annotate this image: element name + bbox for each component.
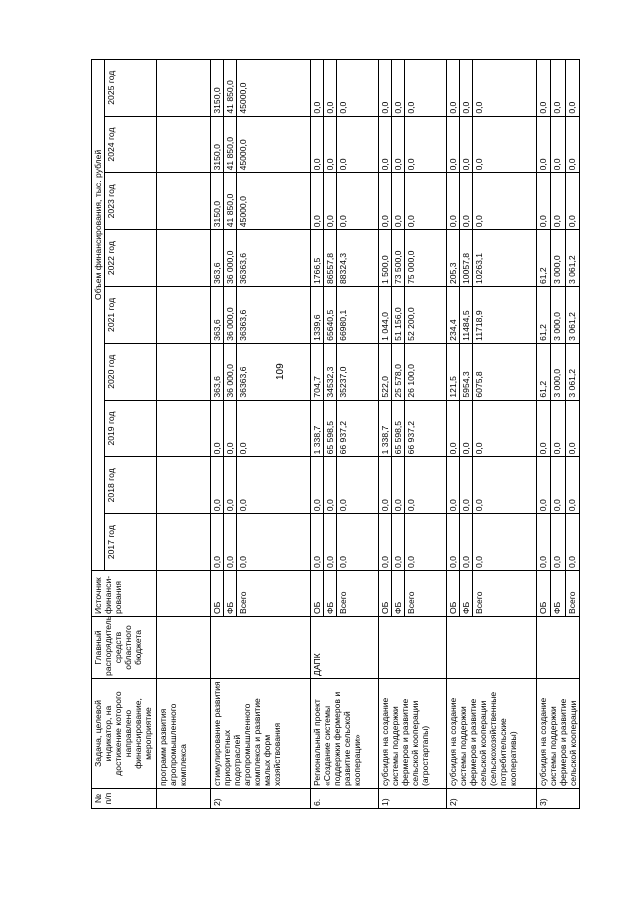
cell-value: 36 000,0 [224, 230, 237, 287]
row-source: Всего [565, 571, 579, 617]
row-no: 6. [311, 789, 379, 809]
cell-value: 0,0 [537, 457, 551, 514]
cell-value: 0,0 [473, 400, 537, 457]
cell-value: 73 500,0 [392, 230, 405, 287]
cell-value: 0,0 [551, 400, 565, 457]
row-source: Всего [473, 571, 537, 617]
row-manager: ДАПК [311, 617, 379, 679]
cell-value: 0,0 [447, 116, 460, 173]
cell-value: 41 850,0 [224, 59, 237, 116]
cell-value: 0,0 [551, 514, 565, 571]
cell-value: 0,0 [392, 173, 405, 230]
cell-value: 5954,3 [460, 343, 473, 400]
cell-value: 0,0 [237, 514, 311, 571]
header-no: № п/п [92, 789, 157, 809]
cell-value: 88324,3 [337, 230, 379, 287]
row-manager [379, 617, 447, 679]
row-task: Региональный проект «Создание системы поддержки фермеров и развитие сельской кооперации» [311, 679, 379, 789]
row-source: ФБ [324, 571, 337, 617]
cell-value: 45000,0 [237, 173, 311, 230]
cell-value: 3 000,0 [551, 343, 565, 400]
cell-value: 0,0 [211, 514, 224, 571]
header-year: 2022 год [105, 230, 157, 287]
cell-value: 1 338,7 [379, 400, 392, 457]
cell-value: 704,7 [311, 343, 324, 400]
cell-value: 36 000,0 [224, 287, 237, 344]
cell-value: 41 850,0 [224, 116, 237, 173]
cell-value: 0,0 [405, 116, 447, 173]
header-year: 2018 год [105, 457, 157, 514]
cell-value: 45000,0 [237, 59, 311, 116]
cell-value: 0,0 [379, 59, 392, 116]
table-row [379, 59, 392, 808]
row-no: 3) [537, 789, 580, 809]
cell-value: 0,0 [324, 173, 337, 230]
cell-value: 0,0 [379, 173, 392, 230]
cell-value: 3150,0 [211, 116, 224, 173]
cell-value: 0,0 [447, 457, 460, 514]
cell-value: 0,0 [565, 59, 579, 116]
row-source: Всего [405, 571, 447, 617]
cell-value: 0,0 [405, 173, 447, 230]
cell-value: 0,0 [337, 116, 379, 173]
header-year: 2021 год [105, 287, 157, 344]
cell-value: 0,0 [460, 400, 473, 457]
header-source: Источник финанси-рования [92, 571, 157, 617]
cell-value: 0,0 [379, 457, 392, 514]
cell-value: 1339,6 [311, 287, 324, 344]
header-year: 2023 год [105, 173, 157, 230]
cell-value: 0,0 [324, 59, 337, 116]
cell-value: 0,0 [311, 116, 324, 173]
cell-value: 36363,6 [237, 287, 311, 344]
row-task: субсидия на создание системы поддержки фермеров и развитие сельской кооперации (агростартапы) [379, 679, 447, 789]
cell-value: 0,0 [237, 457, 311, 514]
row-source: Всего [237, 571, 311, 617]
header-year: 2024 год [105, 116, 157, 173]
cell-value: 0,0 [224, 457, 237, 514]
cell-value: 0,0 [565, 400, 579, 457]
cell-value: 522,0 [379, 343, 392, 400]
cell-value: 0,0 [379, 116, 392, 173]
row-source: ФБ [392, 571, 405, 617]
row-source: ФБ [551, 571, 565, 617]
cell-value: 363,6 [211, 287, 224, 344]
cell-value: 0,0 [460, 173, 473, 230]
cell-value: 1 338,7 [311, 400, 324, 457]
cell-value: 0,0 [224, 514, 237, 571]
cell-value: 10057,8 [460, 230, 473, 287]
cell-value: 0,0 [324, 116, 337, 173]
cell-value: 75 000,0 [405, 230, 447, 287]
cell-value: 3 061,2 [565, 343, 579, 400]
cell-value: 0,0 [324, 457, 337, 514]
cell-value: 61,2 [537, 287, 551, 344]
cell-value: 0,0 [537, 59, 551, 116]
cell-value: 0,0 [379, 514, 392, 571]
row-manager [447, 617, 537, 679]
row-source: ОБ [311, 571, 324, 617]
cell-value: 0,0 [392, 457, 405, 514]
cell-value: 52 200,0 [405, 287, 447, 344]
row-source: ОБ [211, 571, 224, 617]
row-source: Всего [337, 571, 379, 617]
table-row [537, 59, 551, 808]
cell-value: 0,0 [551, 173, 565, 230]
cell-value: 10263,1 [473, 230, 537, 287]
table-row [447, 59, 460, 808]
page-number: 109 [275, 363, 286, 380]
table-row [311, 59, 324, 808]
cell-value: 65640,5 [324, 287, 337, 344]
cell-value: 3 061,2 [565, 230, 579, 287]
cell-value: 0,0 [565, 457, 579, 514]
cell-value: 0,0 [447, 59, 460, 116]
cell-value: 205,3 [447, 230, 460, 287]
cell-value: 36 000,0 [224, 343, 237, 400]
cell-value: 0,0 [311, 59, 324, 116]
cell-value: 0,0 [224, 400, 237, 457]
cell-value: 0,0 [565, 173, 579, 230]
row-task: стимулирование развития приоритетных подотраслей агропромышленного комплекса и развитие малых форм хозяйствования [211, 679, 311, 789]
cell-value: 1 044,0 [379, 287, 392, 344]
cell-value: 0,0 [473, 173, 537, 230]
cell-value: 3150,0 [211, 173, 224, 230]
header-volume: Объем финансирования, тыс. рублей [92, 59, 105, 570]
cell-value: 363,6 [211, 230, 224, 287]
cell-value: 234,4 [447, 287, 460, 344]
cell-value: 3 000,0 [551, 287, 565, 344]
row-no: 1) [379, 789, 447, 809]
cell-value: 0,0 [405, 457, 447, 514]
cell-value: 121,5 [447, 343, 460, 400]
cell-value: 0,0 [237, 400, 311, 457]
row-manager [211, 617, 311, 679]
row-no: 2) [447, 789, 537, 809]
row-task: субсидия на создание системы поддержки фермеров и развитие сельской кооперации (сельскохозяйственные потребительские кооперативы) [447, 679, 537, 789]
cell-value: 0,0 [460, 116, 473, 173]
financing-table [91, 59, 580, 809]
cell-value: 0,0 [211, 400, 224, 457]
rotated-table-container [91, 59, 591, 809]
row-task: программ развития агропромышленного комплекса [157, 679, 211, 789]
header-task: Задача, целевой индикатор, на достижение которого направлено финансирование, мероприятие [92, 679, 157, 789]
row-manager [537, 617, 580, 679]
cell-value: 0,0 [311, 173, 324, 230]
cell-value: 11484,5 [460, 287, 473, 344]
row-no: 2) [211, 789, 311, 809]
cell-value: 26 100,0 [405, 343, 447, 400]
cell-value: 51 156,0 [392, 287, 405, 344]
row-source: ОБ [537, 571, 551, 617]
cell-value: 61,2 [537, 343, 551, 400]
header-year: 2025 год [105, 59, 157, 116]
cell-value: 3 000,0 [551, 230, 565, 287]
cell-value: 363,6 [211, 343, 224, 400]
cell-value: 0,0 [565, 116, 579, 173]
cell-value: 0,0 [473, 59, 537, 116]
cell-value: 66 937,2 [405, 400, 447, 457]
cell-value: 0,0 [311, 514, 324, 571]
cell-value: 0,0 [551, 457, 565, 514]
cell-value: 0,0 [537, 400, 551, 457]
cell-value: 0,0 [551, 116, 565, 173]
cell-value: 25 578,0 [392, 343, 405, 400]
cell-value: 34532,3 [324, 343, 337, 400]
cell-value: 0,0 [211, 457, 224, 514]
cell-value: 66980,1 [337, 287, 379, 344]
cell-value: 0,0 [447, 514, 460, 571]
cell-value: 3 061,2 [565, 287, 579, 344]
cell-value: 0,0 [392, 116, 405, 173]
row-task: субсидия на создание системы поддержки фермеров и развитие сельской кооперации [537, 679, 580, 789]
cell-value: 0,0 [447, 173, 460, 230]
header-row-1 [92, 59, 105, 808]
cell-value: 0,0 [473, 514, 537, 571]
cell-value: 0,0 [537, 116, 551, 173]
header-year: 2017 год [105, 514, 157, 571]
cell-value: 0,0 [460, 59, 473, 116]
cell-value: 0,0 [551, 59, 565, 116]
cell-value: 0,0 [392, 514, 405, 571]
cell-value: 35237,0 [337, 343, 379, 400]
cell-value: 1766,5 [311, 230, 324, 287]
table-row [211, 59, 224, 808]
cell-value: 0,0 [405, 514, 447, 571]
cell-value: 0,0 [473, 116, 537, 173]
cell-value: 0,0 [537, 173, 551, 230]
cell-value: 36363,6 [237, 230, 311, 287]
row-source [157, 571, 211, 617]
cell-value: 0,0 [324, 514, 337, 571]
cell-value: 0,0 [337, 173, 379, 230]
cell-value: 41 850,0 [224, 173, 237, 230]
cell-value: 0,0 [392, 59, 405, 116]
cell-value: 86557,8 [324, 230, 337, 287]
cell-value: 0,0 [460, 514, 473, 571]
cell-value: 65 598,5 [392, 400, 405, 457]
cell-value: 0,0 [537, 514, 551, 571]
cell-value: 0,0 [337, 59, 379, 116]
table-row [157, 59, 211, 808]
cell-value: 11718,9 [473, 287, 537, 344]
cell-value: 0,0 [447, 400, 460, 457]
row-no [157, 789, 211, 809]
cell-value: 45000,0 [237, 116, 311, 173]
cell-value: 6075,8 [473, 343, 537, 400]
cell-value: 1 500,0 [379, 230, 392, 287]
cell-value: 36363,6 [237, 343, 311, 400]
cell-value: 0,0 [337, 514, 379, 571]
cell-value: 0,0 [473, 457, 537, 514]
row-source: ФБ [224, 571, 237, 617]
cell-value: 0,0 [311, 457, 324, 514]
cell-value: 66 937,2 [337, 400, 379, 457]
cell-value: 0,0 [460, 457, 473, 514]
header-year: 2020 год [105, 343, 157, 400]
header-manager: Главный распорядитель средств областного бюджета [92, 617, 157, 679]
cell-value: 65 598,5 [324, 400, 337, 457]
cell-value: 0,0 [565, 514, 579, 571]
header-year: 2019 год [105, 400, 157, 457]
cell-value: 0,0 [405, 59, 447, 116]
cell-value: 3150,0 [211, 59, 224, 116]
row-manager [157, 617, 211, 679]
row-source: ФБ [460, 571, 473, 617]
cell-value: 0,0 [337, 457, 379, 514]
row-source: ОБ [379, 571, 392, 617]
cell-value: 61,2 [537, 230, 551, 287]
row-source: ОБ [447, 571, 460, 617]
